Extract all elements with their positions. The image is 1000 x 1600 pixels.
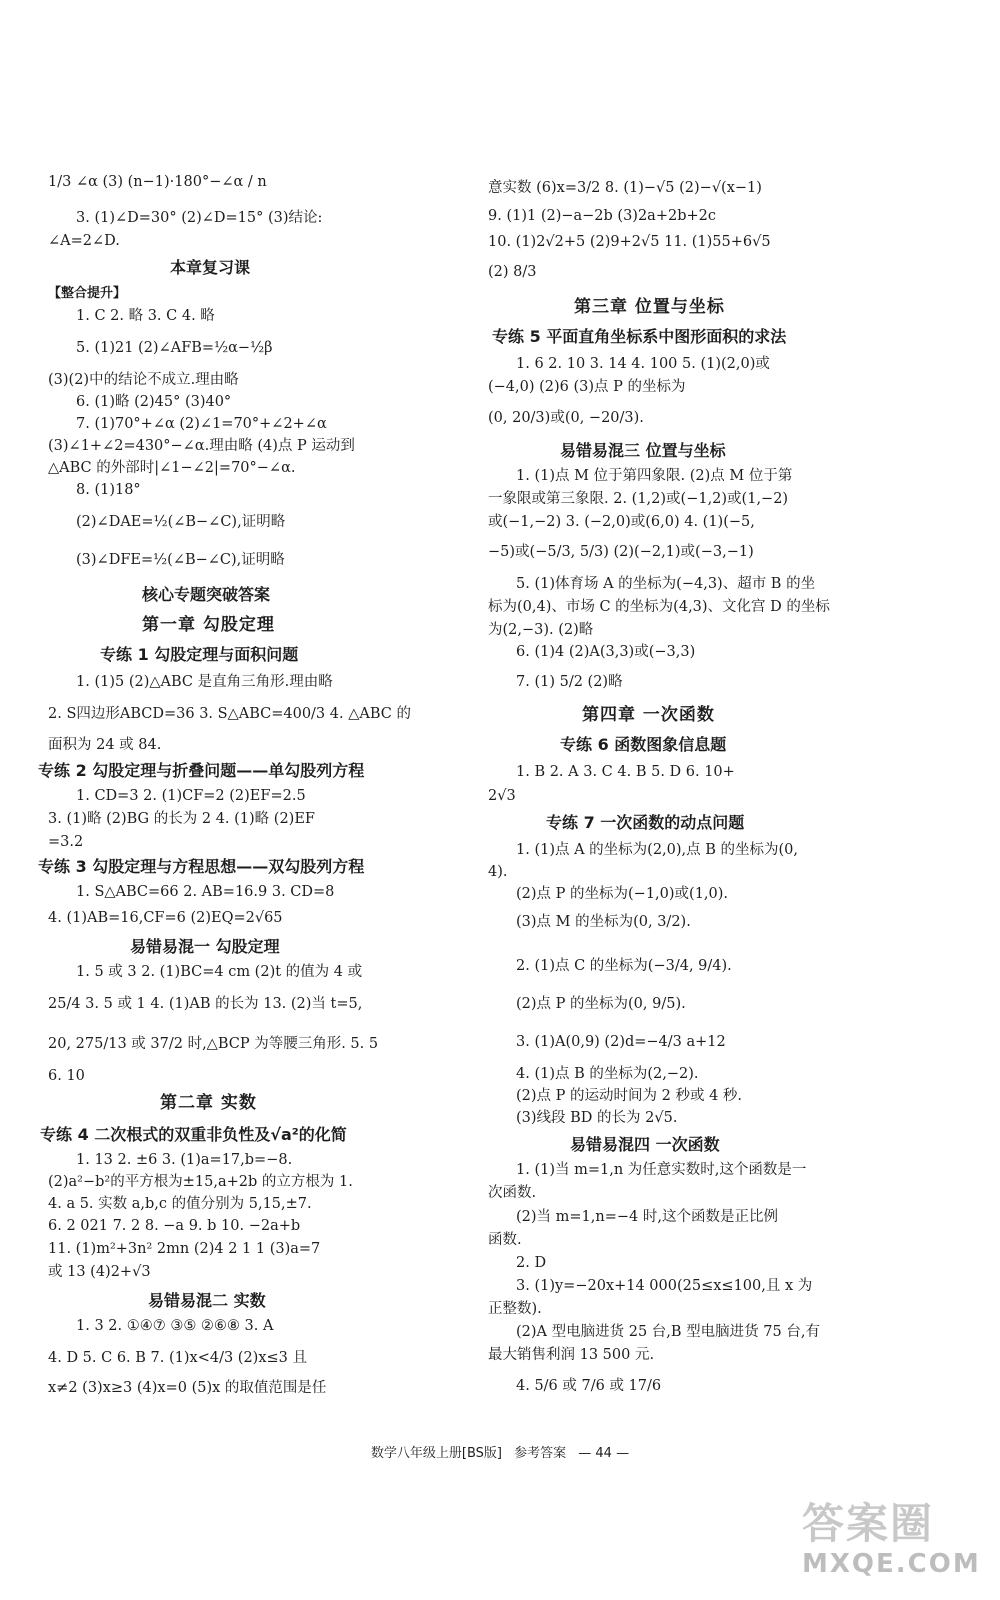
answer-line: 6. 2 021 7. 2 8. −a 9. b 10. −2a+b — [48, 1218, 301, 1234]
footer-section: 参考答案 — [514, 1446, 567, 1461]
answer-line: 1. (1)当 m=1,n 为任意实数时,这个函数是一 — [516, 1162, 807, 1178]
section-heading: 易错易混四 一次函数 — [570, 1135, 720, 1154]
answer-line: 9. (1)1 (2)−a−2b (3)2a+2b+2c — [488, 208, 716, 224]
answer-line: (−4,0) (2)6 (3)点 P 的坐标为 — [488, 379, 686, 395]
answer-line: 1. C 2. 略 3. C 4. 略 — [76, 308, 215, 324]
answer-line: 标为(0,4)、市场 C 的坐标为(4,3)、文化宫 D 的坐标 — [488, 599, 830, 615]
section-heading: 专练 1 勾股定理与面积问题 — [100, 645, 299, 664]
answer-line: 10. (1)2√2+5 (2)9+2√5 11. (1)55+6√5 — [488, 234, 771, 250]
answer-line: (2)点 P 的坐标为(0, 9/5). — [516, 996, 686, 1012]
answer-line: (3)(2)中的结论不成立.理由略 — [48, 372, 239, 388]
answer-line: 为(2,−3). (2)略 — [488, 622, 594, 638]
answer-line: 4. 5/6 或 7/6 或 17/6 — [516, 1378, 662, 1394]
answer-line: 5. (1)体育场 A 的坐标为(−4,3)、超市 B 的坐 — [516, 576, 816, 592]
answer-line: 2. (1)点 C 的坐标为(−3/4, 9/4). — [516, 958, 732, 974]
section-heading: 专练 6 函数图象信息题 — [560, 735, 727, 754]
answer-line: 1. 5 或 3 2. (1)BC=4 cm (2)t 的值为 4 或 — [76, 964, 363, 980]
answer-line: −5)或(−5/3, 5/3) (2)(−2,1)或(−3,−1) — [488, 544, 754, 560]
section-heading: 专练 4 二次根式的双重非负性及√a²的化简 — [40, 1125, 347, 1144]
answer-line: 2. D — [516, 1255, 547, 1271]
watermark-logo — [802, 1500, 982, 1590]
answer-line: 1. 3 2. ①④⑦ ③⑤ ②⑥⑧ 3. A — [76, 1318, 274, 1334]
chapter-heading: 第一章 勾股定理 — [142, 615, 275, 635]
answer-line: 7. (1) 5/2 (2)略 — [516, 674, 623, 690]
page-footer — [0, 1442, 1000, 1461]
section-heading: 本章复习课 — [170, 258, 251, 277]
answer-line: 意实数 (6)x=3/2 8. (1)−√5 (2)−√(x−1) — [488, 180, 762, 196]
answer-line: (3)点 M 的坐标为(0, 3/2). — [516, 914, 691, 930]
answer-line: =3.2 — [48, 834, 84, 850]
section-heading: 易错易混二 实数 — [148, 1291, 266, 1310]
answer-line: (3)∠1+∠2=430°−∠α.理由略 (4)点 P 运动到 — [48, 438, 355, 454]
answer-line: 4. (1)点 B 的坐标为(2,−2). — [516, 1066, 699, 1082]
answer-line: (2)a²−b²的平方根为±15,a+2b 的立方根为 1. — [48, 1174, 353, 1190]
answer-line: 6. (1)略 (2)45° (3)40° — [76, 394, 232, 410]
answer-line: 1. B 2. A 3. C 4. B 5. D 6. 10+ — [516, 764, 735, 780]
answer-line: 2. S四边形ABCD=36 3. S△ABC=400/3 4. △ABC 的 — [48, 706, 411, 722]
answer-line: 25/4 3. 5 或 1 4. (1)AB 的长为 13. (2)当 t=5, — [48, 996, 363, 1012]
answer-line: 次函数. — [488, 1185, 537, 1201]
answer-line: (2)点 P 的坐标为(−1,0)或(1,0). — [516, 886, 729, 902]
answer-line: 1. S△ABC=66 2. AB=16.9 3. CD=8 — [76, 884, 335, 900]
answer-line: 函数. — [488, 1232, 522, 1248]
answer-line: 或 13 (4)2+√3 — [48, 1264, 151, 1280]
answer-line: 8. (1)18° — [76, 482, 141, 498]
answer-line: 20, 275/13 或 37/2 时,△BCP 为等腰三角形. 5. 5 — [48, 1036, 379, 1052]
section-heading: 专练 7 一次函数的动点问题 — [546, 813, 745, 832]
answer-line: 一象限或第三象限. 2. (1,2)或(−1,2)或(1,−2) — [488, 491, 789, 507]
subsection-label: 【整合提升】 — [48, 286, 127, 301]
answer-line: 1. 13 2. ±6 3. (1)a=17,b=−8. — [76, 1152, 293, 1168]
answer-line: 2√3 — [488, 788, 516, 804]
answer-line: 或(−1,−2) 3. (−2,0)或(6,0) 4. (1)(−5, — [488, 514, 755, 530]
section-heading: 专练 3 勾股定理与方程思想——双勾股列方程 — [38, 857, 365, 876]
answer-line: 4. (1)AB=16,CF=6 (2)EQ=2√65 — [48, 910, 283, 926]
answer-line: ∠A=2∠D. — [48, 233, 120, 249]
answer-line: 3. (1)∠D=30° (2)∠D=15° (3)结论: — [76, 210, 323, 226]
answer-line: (2) 8/3 — [488, 264, 537, 280]
answer-line: 最大销售利润 13 500 元. — [488, 1347, 655, 1363]
watermark-url: MXQE.COM — [802, 1549, 981, 1579]
answer-line: 面积为 24 或 84. — [48, 737, 162, 753]
answer-line: 1. (1)点 M 位于第四象限. (2)点 M 位于第 — [516, 468, 793, 484]
footer-subject: 数学八年级上册[BS版] — [370, 1446, 502, 1461]
answer-line: 5. (1)21 (2)∠AFB=½α−½β — [76, 340, 273, 356]
answer-line: (0, 20/3)或(0, −20/3). — [488, 410, 644, 426]
answer-line: 3. (1)y=−20x+14 000(25≤x≤100,且 x 为 — [516, 1278, 813, 1294]
answer-line: (2)∠DAE=½(∠B−∠C),证明略 — [76, 514, 286, 530]
chapter-heading: 第三章 位置与坐标 — [574, 297, 725, 317]
chapter-heading: 第四章 一次函数 — [582, 705, 715, 725]
answer-line: (2)点 P 的运动时间为 2 秒或 4 秒. — [516, 1088, 743, 1104]
answer-line: 6. 10 — [48, 1068, 85, 1084]
section-heading: 核心专题突破答案 — [142, 585, 271, 604]
answer-line: 正整数). — [488, 1301, 542, 1317]
answer-line: 3. (1)略 (2)BG 的长为 2 4. (1)略 (2)EF — [48, 811, 315, 827]
answer-line: x≠2 (3)x≥3 (4)x=0 (5)x 的取值范围是任 — [48, 1380, 327, 1396]
answer-line: 1. 6 2. 10 3. 14 4. 100 5. (1)(2,0)或 — [516, 356, 770, 372]
answer-line: 1. CD=3 2. (1)CF=2 (2)EF=2.5 — [76, 788, 306, 804]
watermark-top: 答案圈 — [802, 1499, 935, 1548]
answer-line: 1. (1)点 A 的坐标为(2,0),点 B 的坐标为(0, — [516, 842, 799, 858]
section-heading: 专练 5 平面直角坐标系中图形面积的求法 — [492, 327, 787, 346]
answer-line: 7. (1)70°+∠α (2)∠1=70°+∠2+∠α — [76, 416, 327, 432]
answer-line: 4). — [488, 864, 508, 880]
answer-line: 11. (1)m²+3n² 2mn (2)4 2 1 1 (3)a=7 — [48, 1241, 321, 1257]
answer-line: 3. (1)A(0,9) (2)d=−4/3 a+12 — [516, 1034, 726, 1050]
answer-line: (2)A 型电脑进货 25 台,B 型电脑进货 75 台,有 — [516, 1324, 820, 1340]
footer-page-number: — 44 — — [578, 1446, 630, 1461]
section-heading: 易错易混三 位置与坐标 — [560, 441, 726, 460]
section-heading: 易错易混一 勾股定理 — [130, 937, 280, 956]
answer-line: (2)当 m=1,n=−4 时,这个函数是正比例 — [516, 1209, 778, 1225]
answer-line: (3)线段 BD 的长为 2√5. — [516, 1110, 678, 1126]
answer-line: 6. (1)4 (2)A(3,3)或(−3,3) — [516, 644, 696, 660]
chapter-heading: 第二章 实数 — [160, 1093, 257, 1113]
answer-line: △ABC 的外部时|∠1−∠2|=70°−∠α. — [48, 460, 296, 476]
answer-line: 1. (1)5 (2)△ABC 是直角三角形.理由略 — [76, 674, 333, 690]
answer-line: (3)∠DFE=½(∠B−∠C),证明略 — [76, 552, 285, 568]
answer-line: 1/3 ∠α (3) (n−1)·180°−∠α / n — [48, 174, 267, 190]
section-heading: 专练 2 勾股定理与折叠问题——单勾股列方程 — [38, 761, 365, 780]
answer-line: 4. a 5. 实数 a,b,c 的值分别为 5,15,±7. — [48, 1196, 312, 1212]
answer-line: 4. D 5. C 6. B 7. (1)x<4/3 (2)x≤3 且 — [48, 1350, 307, 1366]
